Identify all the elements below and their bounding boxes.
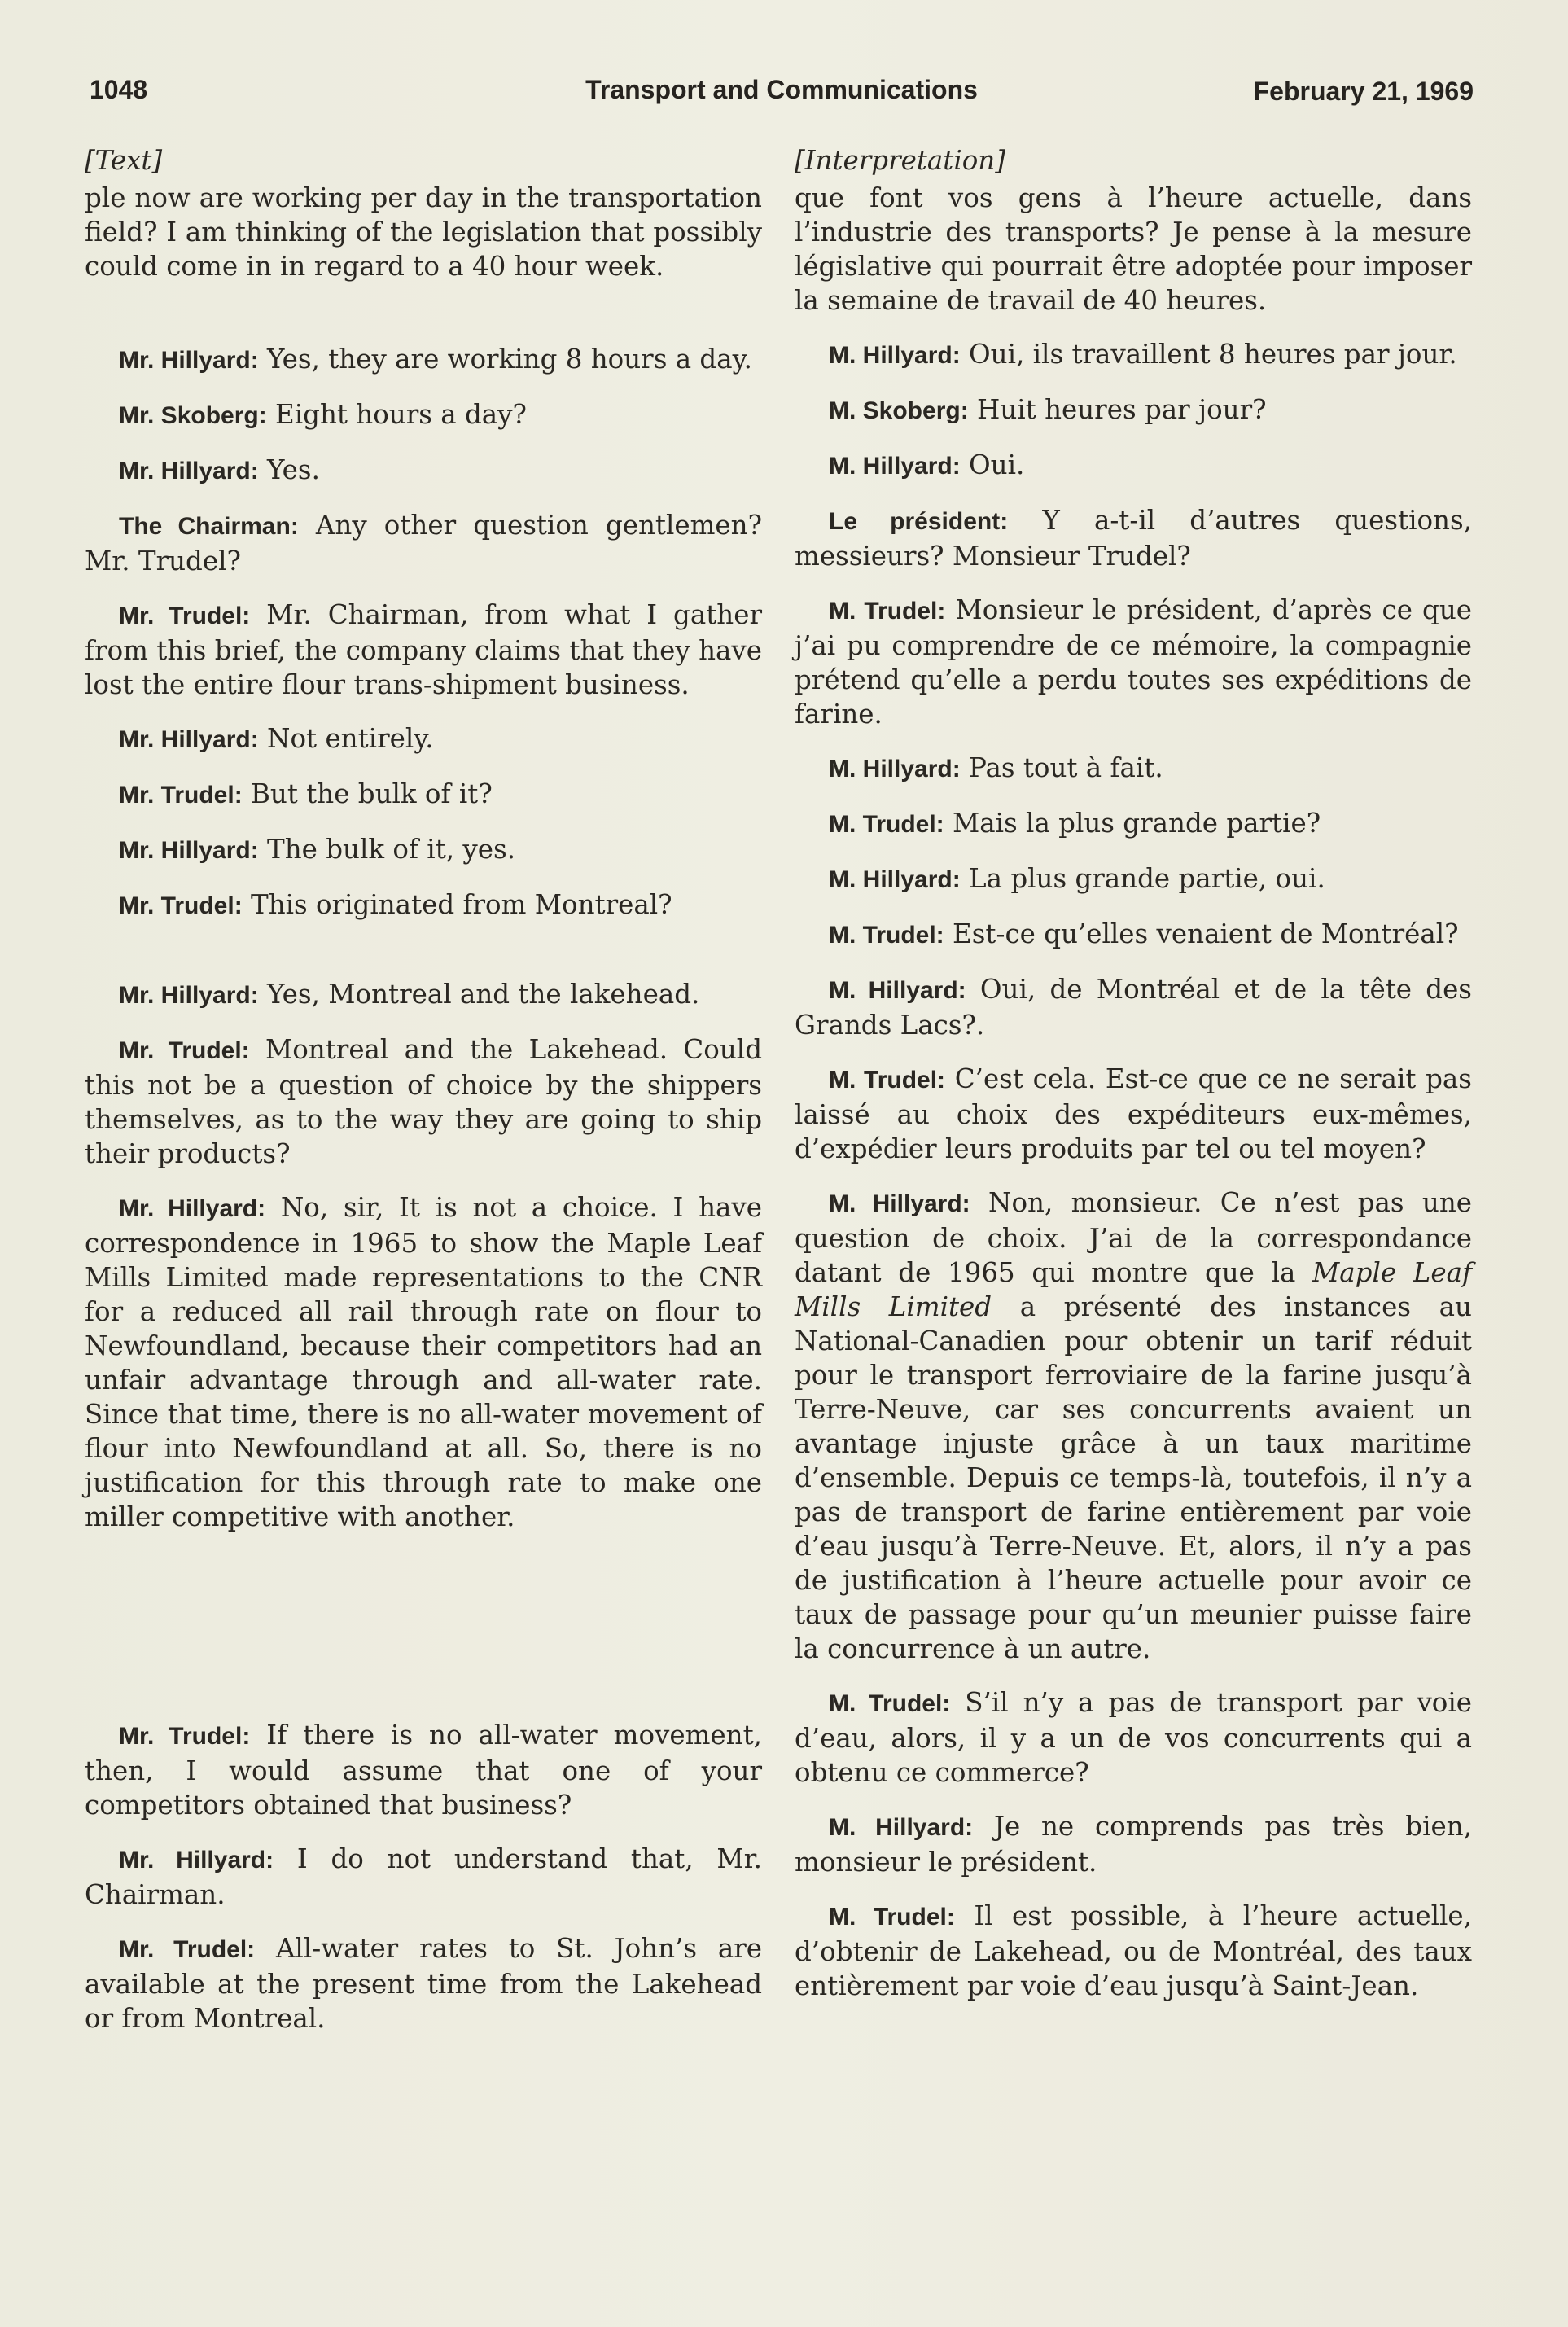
- speaker-name: Mr. Hillyard:: [119, 1847, 274, 1873]
- speaker-name: M. Hillyard:: [829, 866, 961, 893]
- speaker-name: Mr. Trudel:: [119, 603, 251, 629]
- paragraph-text: No, sir, It is not a choice. I have correspondence in 1965 to show the Maple Leaf Mills Limited made representations to the CNR for a reduced all rail through rate on flour to Newfoundland, because their competitors had an unfair advantage through and all-water rate. Since that time, there is no all-water movement of flour into Newfoundland at all. So, there is no justification for this through rate to make one miller competitive with another.: [85, 1192, 762, 1532]
- column-label-text: [Text]: [85, 145, 163, 176]
- speaker-name: Mr. Trudel:: [119, 782, 243, 809]
- paragraph: [85, 887, 762, 923]
- paragraph: [85, 1718, 762, 1822]
- page-number: 1048: [90, 75, 148, 104]
- paragraph-text: All-water rates to St. John’s are available at the present time from the Lakehead or from Montreal.: [85, 1933, 762, 2034]
- paragraph-text: If there is no all-water movement, then, I would assume that one of your competitors obtained that business?: [85, 1720, 762, 1821]
- paragraph-text: Pas tout à fait.: [960, 752, 1163, 783]
- paragraph: [795, 1685, 1472, 1790]
- paragraph: [85, 181, 762, 283]
- paragraph: [795, 593, 1472, 731]
- paragraph: [85, 453, 762, 489]
- paragraph: [85, 397, 762, 433]
- speaker-name: Mr. Skoberg:: [119, 402, 267, 429]
- speaker-name: M. Trudel:: [829, 598, 946, 624]
- speaker-name: M. Hillyard:: [829, 342, 961, 369]
- paragraph: [795, 181, 1472, 318]
- paragraph-text: que font vos gens à l’heure actuelle, dans l’industrie des transports? Je pense à la mesure législative qui pourrait être adoptée pour imposer la semaine de travail de 40 heures.: [795, 182, 1472, 316]
- speaker-name: M. Trudel:: [829, 1067, 946, 1093]
- paragraph: [795, 1185, 1472, 1666]
- paragraph-text: This originated from Montreal?: [242, 889, 672, 920]
- paragraph-text: Mais la plus grande partie?: [944, 808, 1321, 839]
- paragraph: [85, 342, 762, 378]
- speaker-name: Mr. Hillyard:: [119, 458, 259, 484]
- company-name: Maple Leaf Mills Limited: [795, 1257, 1472, 1322]
- speaker-name: M. Trudel:: [829, 922, 944, 949]
- paragraph: [85, 598, 762, 702]
- paragraph: [85, 832, 762, 868]
- paragraph-text: Je ne comprends pas très bien, monsieur le président.: [795, 1811, 1472, 1878]
- paragraph-text: Est-ce qu’elles venaient de Montréal?: [944, 918, 1459, 949]
- paragraph: [85, 508, 762, 578]
- speaker-name: Le président:: [829, 508, 1009, 535]
- paragraph-text: ple now are working per day in the transportation field? I am thinking of the legislation that possibly could come in in regard to a 40 hour week.: [85, 182, 762, 282]
- paragraph-text: The bulk of it, yes.: [258, 834, 516, 865]
- speaker-name: Mr. Hillyard:: [119, 1195, 266, 1222]
- paragraph-text: But the bulk of it?: [242, 778, 493, 809]
- page-header: [90, 75, 1474, 116]
- speaker-name: Mr. Trudel:: [119, 1723, 251, 1750]
- paragraph-text: Il est possible, à l’heure actuelle, d’obtenir de Lakehead, ou de Montréal, des taux entièrement par voie d’eau jusqu’à Saint-Jean.: [795, 1900, 1472, 2001]
- page-date: February 21, 1969: [1253, 77, 1474, 106]
- paragraph: [795, 1062, 1472, 1166]
- paragraph-text: S’il n’y a pas de transport par voie d’eau, alors, il y a un de vos concurrents qui a obtenu ce commerce?: [795, 1687, 1473, 1788]
- paragraph: [795, 503, 1472, 573]
- paragraph: [85, 1842, 762, 1912]
- speaker-name: Mr. Hillyard:: [119, 837, 259, 864]
- paragraph-text: C’est cela. Est-ce que ce ne serait pas laissé au choix des expéditeurs eux-mêmes, d’expédier leurs produits par tel ou tel moyen?: [795, 1063, 1472, 1164]
- speaker-name: Mr. Hillyard:: [119, 982, 259, 1009]
- speaker-name: Mr. Trudel:: [119, 1936, 256, 1963]
- paragraph-text: Oui, ils travaillent 8 heures par jour.: [960, 339, 1457, 370]
- speaker-name: M. Hillyard:: [829, 977, 966, 1004]
- speaker-name: M. Hillyard:: [829, 756, 961, 782]
- paragraph-text: Any other question gentlemen? Mr. Trudel?: [85, 510, 763, 576]
- speaker-name: M. Trudel:: [829, 1904, 955, 1930]
- paragraph-text: Non, monsieur. Ce n’est pas une question de choix. J’ai de la correspondance datant de 1965 qui montre que la: [795, 1187, 1472, 1288]
- paragraph: [85, 977, 762, 1013]
- speaker-name: The Chairman:: [119, 513, 299, 540]
- paragraph-text: Mr. Chairman, from what I gather from this brief, the company claims that they have lost the entire flour trans-shipment business.: [85, 599, 762, 700]
- speaker-name: Mr. Trudel:: [119, 1037, 250, 1064]
- paragraph: [795, 751, 1472, 787]
- speaker-name: M. Hillyard:: [829, 1190, 970, 1217]
- paragraph: [85, 721, 762, 757]
- paragraph: [795, 972, 1472, 1042]
- paragraph-text: Yes, Montreal and the lakehead.: [258, 979, 700, 1010]
- right-column: [795, 143, 1472, 2003]
- speaker-name: M. Hillyard:: [829, 1814, 974, 1841]
- paragraph: [795, 337, 1472, 373]
- speaker-name: M. Trudel:: [829, 811, 944, 838]
- paragraph: [85, 1032, 762, 1171]
- speaker-name: Mr. Trudel:: [119, 892, 243, 919]
- paragraph: [795, 448, 1472, 484]
- paragraph-text: Eight hours a day?: [266, 399, 527, 430]
- paragraph: [795, 806, 1472, 842]
- paragraph-text: Oui, de Montréal et de la tête des Grands Lacs?.: [795, 974, 1472, 1041]
- paragraph: [795, 917, 1472, 953]
- paragraph-text: Monsieur le président, d’après ce que j’ai pu comprendre de ce mémoire, la compagnie prétend qu’elle a perdu toutes ses expéditions de farine.: [795, 594, 1472, 730]
- speaker-name: M. Trudel:: [829, 1690, 951, 1717]
- paragraph: [85, 1931, 762, 2036]
- column-label-interpretation: [Interpretation]: [795, 145, 1005, 176]
- left-column: [85, 143, 762, 2036]
- paragraph: [795, 1809, 1472, 1879]
- paragraph: [795, 392, 1472, 428]
- paragraph-text: Yes, they are working 8 hours a day.: [258, 344, 752, 375]
- paragraph-text: Y a-t-il d’autres questions, messieurs? Monsieur Trudel?: [795, 505, 1472, 572]
- paragraph-text: Huit heures par jour?: [968, 394, 1267, 425]
- paragraph-text: a présenté des instances au National-Canadien pour obtenir un tarif réduit pour le transport ferroviaire de la farine jusqu’à Terre-Neuve, car ses concurrents avaient un avantage injuste grâce à un taux maritime d’ensemble. Depuis ce temps-là, toutefois, il n’y a pas de transport de farine entièrement par voie d’eau jusqu’à Terre-Neuve. Et, alors, il n’y a pas de justification à l’heure actuelle pour avoir ce taux de passage pour qu’un meunier puisse faire la concurrence à un autre.: [795, 1291, 1472, 1664]
- paragraph-text: Yes.: [258, 454, 320, 485]
- speaker-name: Mr. Hillyard:: [119, 347, 259, 374]
- paragraph-text: Oui.: [960, 449, 1025, 480]
- paragraph: [85, 1190, 762, 1534]
- speaker-name: Mr. Hillyard:: [119, 726, 259, 753]
- paragraph: [795, 1899, 1472, 2003]
- paragraph-text: La plus grande partie, oui.: [960, 863, 1325, 894]
- paragraph-text: Not entirely.: [258, 723, 434, 754]
- paragraph-text: I do not understand that, Mr. Chairman.: [85, 1843, 762, 1910]
- paragraph: [795, 861, 1472, 897]
- running-title: Transport and Communications: [585, 75, 978, 104]
- speaker-name: M. Hillyard:: [829, 453, 961, 480]
- speaker-name: M. Skoberg:: [829, 397, 969, 424]
- paragraph-text: Montreal and the Lakehead. Could this not be a question of choice by the shippers themselves, as to the way they are going to ship their products?: [85, 1034, 762, 1169]
- paragraph: [85, 777, 762, 813]
